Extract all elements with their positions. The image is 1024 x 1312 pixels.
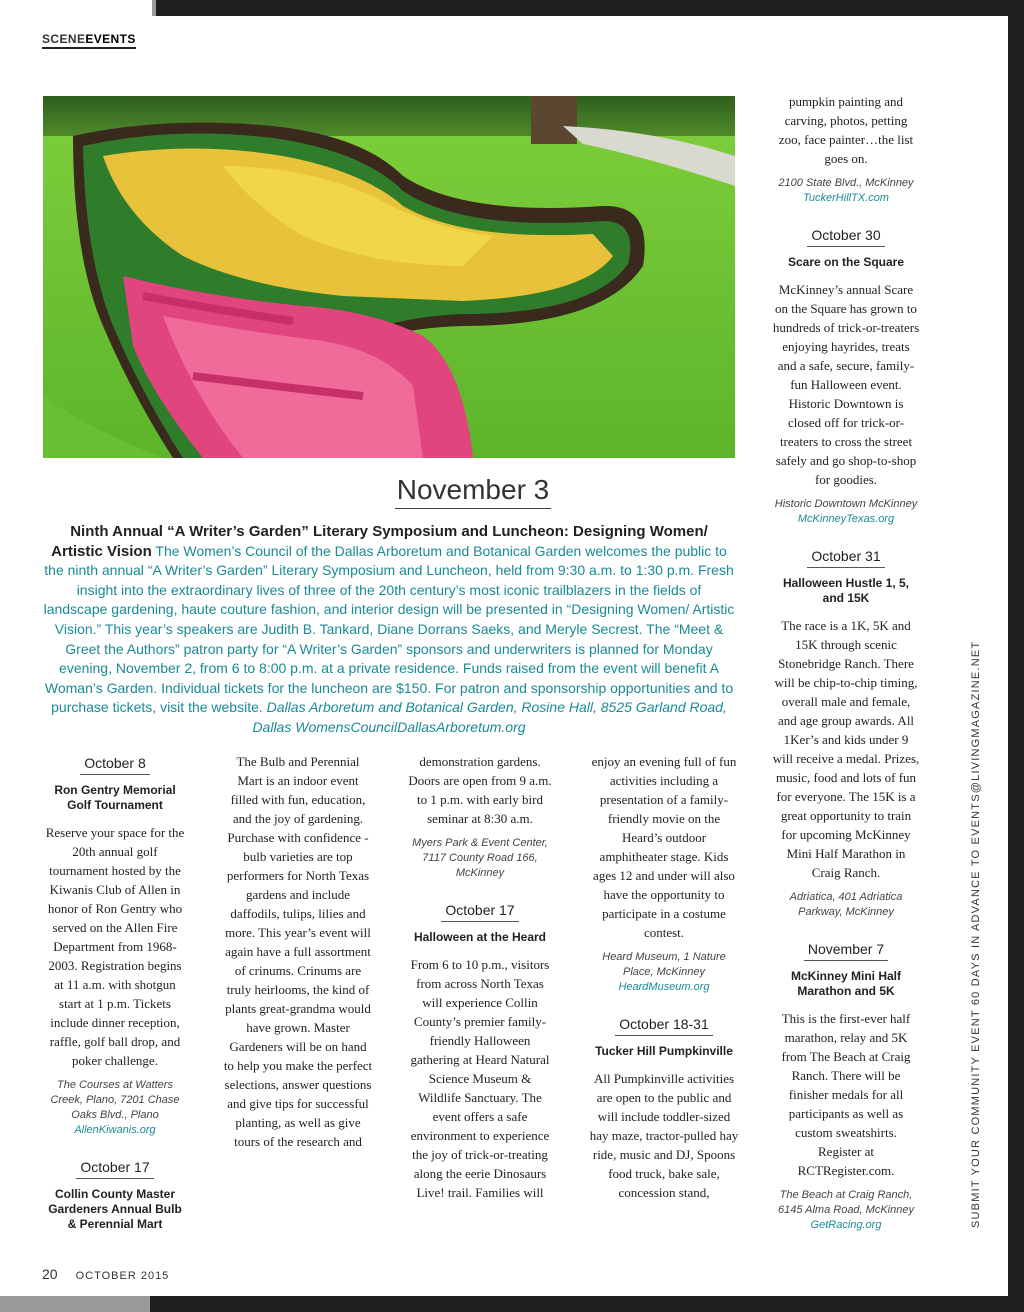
event-url[interactable]: HeardMuseum.org — [618, 981, 710, 993]
event-title: Tucker Hill Pumpkinville — [595, 1044, 733, 1058]
frame-bottom — [150, 1296, 1024, 1312]
event-title: McKinney Mini Half Marathon and 5K — [790, 969, 901, 998]
feature-event — [43, 522, 735, 738]
event-date: October 17 — [407, 901, 553, 922]
event-location: Heard Museum, 1 Nature Place, McKinney — [602, 951, 726, 978]
column-2 — [223, 752, 373, 1159]
feature-body: The Women’s Council of the Dallas Arboretum and Botanical Garden welcomes the public to the ninth annual “A Writer’s Garden” Literary Symposium and Luncheon, held from 9:30 a.m. to 1:30 p.m. Fresh insight into the extraordinary lives of three of the 20th century’s most iconic trailblazers in the fields of landscape gardening, haute couture fashion, and interior design will be presented in “Designing Women/ Artistic Vision.” This year’s speakers are Judith B. Tankard, Diane Dorrans Saeks, and Meryle Secrest. The “Meet & Greet the Authors” patron party for “A Writer’s Garden” sponsors and underwriters is planned for Monday evening, November 2, from 6 to 8:00 p.m. at a private residence. Funds raised from the event will benefit A Woman’s Garden. Individual tickets for the luncheon are $150. For patron and sponsorship opportunities and to purchase tickets, visit the website. — [43, 542, 735, 716]
event-body: Reserve your space for the 20th annual golf tournament hosted by the Kiwanis Club of Allen in honor of Ron Gentry who served on the Allen Fire Department from 1968-2003. Registration begins at 11 a.m. with shotgun start at 1 p.m. Tickets include dinner reception, raffle, golf ball drop, and poker challenge. — [45, 825, 185, 1068]
feature-date: November 3 — [43, 474, 903, 509]
event-url[interactable]: AllenKiwanis.org — [74, 1124, 156, 1136]
event-location: Historic Downtown McKinney — [774, 498, 918, 510]
frame-bottom-gray — [0, 1296, 150, 1312]
column-1 — [43, 752, 187, 1242]
event-body: The race is a 1K, 5K and 15K through scenic Stonebridge Ranch. There will be chip-to-chip timing, overall male and female, and age group awards. All 1Ker’s and kids under 9 will receive a medal. Prizes, music, food and lots of fun for everyone. The 15K is a great opportunity to train for upcoming McKinney Mini Half Marathon in Craig Ranch. — [772, 618, 920, 880]
event-body: This is the first-ever half marathon, relay and 5K from The Beach at Craig Ranch. There will be finisher medals for all participants as well as custom sweatshirts. Register at RCTRegister.com. — [781, 1011, 911, 1178]
frame-top — [156, 0, 1024, 16]
hero-image — [43, 96, 735, 458]
section-label — [42, 32, 136, 46]
event-title: Collin County Master Gardeners Annual Bulb & Perennial Mart — [48, 1187, 182, 1231]
issue-date: OCTOBER 2015 — [75, 1270, 170, 1282]
event-date: October 30 — [772, 226, 920, 247]
event-title: Halloween at the Heard — [413, 930, 547, 944]
event-body: demonstration gardens. Doors are open from 9 a.m. to 1 p.m. with early bird seminar at 8:30 a.m. — [408, 754, 552, 826]
hyacinth-garden-illustration — [43, 96, 735, 458]
event-title: Halloween Hustle 1, 5, and 15K — [782, 576, 910, 605]
section-prefix: SCENE — [42, 32, 86, 46]
event-url[interactable]: TuckerHillTX.com — [803, 192, 889, 204]
event-location: Myers Park & Event Center, 7117 County Road 166, McKinney — [412, 837, 548, 879]
page-footer — [42, 1266, 169, 1282]
event-location: 2100 State Blvd., McKinney — [778, 177, 914, 189]
event-body: pumpkin painting and carving, photos, petting zoo, face painter…the list goes on. — [778, 94, 914, 166]
submission-note: SUBMIT YOUR COMMUNITY EVENT 60 DAYS IN ADVANCE TO EVENTS@LIVINGMAGAZINE.NET — [970, 640, 982, 1228]
column-4 — [589, 752, 739, 1210]
feature-location: Dallas Arboretum and Botanical Garden, Rosine Hall, 8525 Garland Road, Dallas WomensCouncilDallasArboretum.org — [252, 699, 727, 735]
event-location: The Courses at Watters Creek, Plano, 7201 Chase Oaks Blvd., Plano — [50, 1079, 180, 1121]
event-title: Ron Gentry Memorial Golf Tournament — [54, 783, 176, 812]
column-3 — [407, 752, 553, 1210]
event-body: McKinney’s annual Scare on the Square has grown to hundreds of trick-or-treaters enjoying hayrides, treats and a safe, secure, family-fun Halloween event. Historic Downtown is closed off for trick-or-treaters to cross the street safely and go shop-to-shop for goodies. — [772, 282, 920, 487]
feature-title: Ninth Annual “A Writer’s Garden” Literary Symposium and Luncheon: Designing Women/ Artistic Vision — [51, 523, 708, 560]
event-date: October 31 — [772, 547, 920, 568]
event-url[interactable]: GetRacing.org — [810, 1219, 882, 1231]
event-location: The Beach at Craig Ranch, 6145 Alma Road, McKinney — [778, 1189, 914, 1216]
event-date: October 17 — [43, 1158, 187, 1179]
event-date: October 8 — [43, 754, 187, 775]
event-url[interactable]: McKinneyTexas.org — [797, 513, 895, 525]
frame-right — [1008, 0, 1024, 1312]
event-body: From 6 to 10 p.m., visitors from across North Texas will experience Collin County’s premier family-friendly Halloween gathering at Heard Natural Science Museum & Wildlife Sanctuary. The event offers a safe environment to experience the joy of trick-or-treating along the eerie Dinosaurs Live! trail. Families will — [410, 957, 550, 1200]
event-title: Scare on the Square — [787, 255, 905, 269]
event-body: All Pumpkinville activities are open to the public and will include toddler-sized hay maze, tractor-pulled hay ride, music and DJ, Spoons food truck, bake sale, concession stand, — [589, 1071, 739, 1200]
event-date: October 18-31 — [589, 1015, 739, 1036]
page-number: 20 — [42, 1266, 58, 1282]
event-body: enjoy an evening full of fun activities including a presentation of a family-friendly movie on the Heard’s outdoor amphitheater stage. Kids ages 12 and under will also have the opportunity to participate in a costume contest. — [591, 754, 737, 940]
event-date: November 7 — [772, 940, 920, 961]
section-name: EVENTS — [85, 32, 136, 46]
event-body: The Bulb and Perennial Mart is an indoor event filled with fun, education, and the joy of gardening. Purchase with confidence - bulb varieties are top performers for North Texas gardens and include daffodils, tulips, lilies and more. This year’s event will again have a full assortment of crinums. Crinums are truly heirlooms, the kind of plants great-grandma would have grown. Master Gardeners will be on hand to help you make the perfect selections, answer questions and give tips for successful planting, as well as give tours of the research and — [223, 754, 373, 1149]
event-location: Adriatica, 401 Adriatica Parkway, McKinney — [789, 891, 903, 918]
column-5 — [772, 92, 920, 1253]
